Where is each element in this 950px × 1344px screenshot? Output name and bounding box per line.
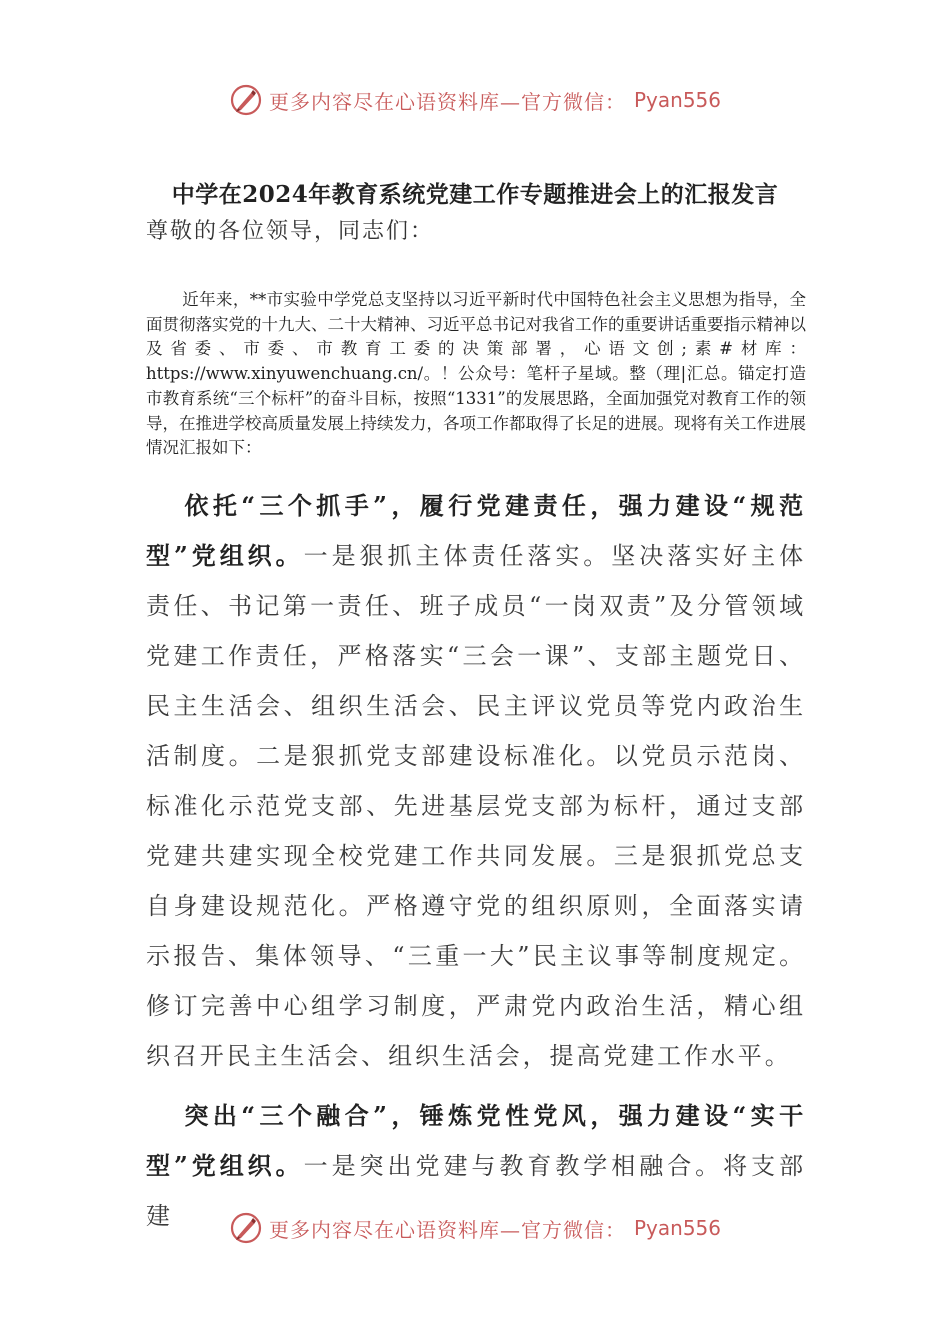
watermark-text: 更多内容尽在心语资料库—官方微信： [268,1217,626,1242]
watermark-text: 更多内容尽在心语资料库—官方微信： [268,89,626,114]
watermark-footer [0,1208,950,1248]
section-1-lead: 依托“三个抓手”，履行党建责任，强力建设“规范型”党组织。 [146,491,806,570]
watermark-wechat-id: Pyan556 [633,88,721,112]
watermark-wechat-id: Pyan556 [633,1216,721,1240]
section-2-lead: 突出“三个融合”，锤炼党性党风，强力建设“实干型”党组织。 [146,1101,806,1180]
intro-paragraph: 近年来，**市实验中学党总支坚持以习近平新时代中国特色社会主义思想为指导，全面贯彻落实党的十九大、二十大精神、习近平总书记对我省工作的重要讲话重要指示精神以及省委、市委、市教育工委的决策部署，心语文创;素#材库：https://www.xinyuwenchuang.cn/。！公众号：笔杆子星域。整（理|汇总。锚定打造市教育系统“三个标杆”的奋斗目标，按照“1331”的发展思路，全面加强党对教育工作的领导，在推进学校高质量发展上持续发力，各项工作都取得了长足的进展。现将有关工作进展情况汇报如下： [146,290,806,458]
section-2-body: 一是突出党建与教育教学相融合。将支部建 [146,1152,806,1230]
pen-logo-icon [229,83,263,117]
pen-logo-icon [229,1211,263,1245]
section-paragraph-1 [146,481,806,1081]
watermark-header [0,80,950,120]
section-1-body: 一是狠抓主体责任落实。坚决落实好主体责任、书记第一责任、班子成员“一岗双责”及分管领域党建工作责任，严格落实“三会一课”、支部主题党日、民主生活会、组织生活会、民主评议党员等党内政治生活制度。二是狠抓党支部建设标准化。以党员示范岗、标准化示范党支部、先进基层党支部为标杆，通过支部党建共建实现全校党建工作共同发展。三是狠抓党总支自身建设规范化。严格遵守党的组织原则，全面落实请示报告、集体领导、“三重一大”民主议事等制度规定。修订完善中心组学习制度，严肃党内政治生活，精心组织召开民主生活会、组织生活会，提高党建工作水平。 [146,542,806,1070]
salutation: 尊敬的各位领导，同志们： [146,219,435,244]
document-title: 中学在2024年教育系统党建工作专题推进会上的汇报发言 [171,181,779,208]
